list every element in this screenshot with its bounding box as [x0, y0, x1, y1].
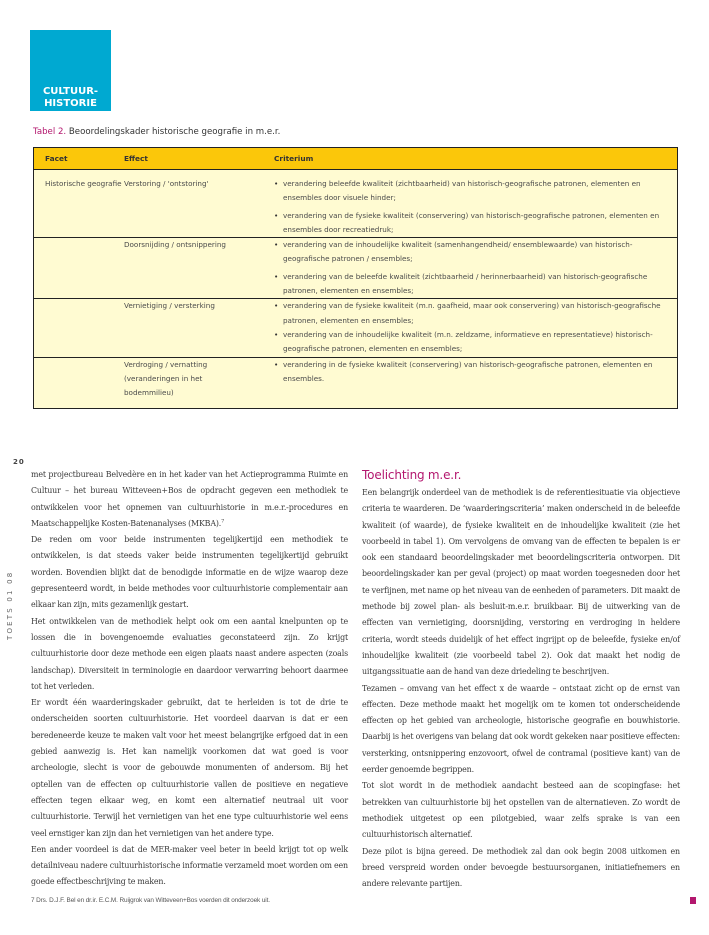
cell-effect: Verdroging / vernatting (veranderingen in het bodemmilieu)	[124, 357, 274, 409]
header-facet: Facet	[34, 148, 125, 170]
cell-criteria	[274, 170, 678, 238]
paragraph: Het ontwikkelen van de methodiek helpt ook om een aantal knelpunten op te lossen die in bovengenoemde evaluaties geconstateerd zijn. Zo krijgt cultuurhistorie door deze methode een eigen plaats naast andere aspecten (zoals landschap). Diversiteit in terminologie en daardoor verwarring behoort daarmee tot het verleden.	[31, 616, 348, 691]
cell-effect: Verstoring / 'ontstoring'	[124, 179, 209, 188]
paragraph: Tezamen – omvang van het effect x de waarde – ontstaat zicht op de ernst van effecten. Deze methode maakt het mogelijk om te komen tot onderscheidende effecten op het gebied van archeologie, historische geografie en bouwhistorie. Daarbij is het overigens van belang dat ook wordt gekeken naar positieve effecten: versterking, ontsnippering enzovoort, ofwel de contramal (positieve kant) van de eerder genoemde begrippen.	[362, 683, 680, 775]
cell-facet	[34, 299, 125, 357]
criterion-item: • verandering van de fysieke kwaliteit (conservering) van historisch-geografische patronen, elementen en ensembles door recreatiedruk;	[274, 209, 669, 238]
table-caption-number: Tabel 2.	[33, 127, 67, 137]
section-badge-line2: HISTORIE	[44, 98, 97, 109]
header-effect: Effect	[124, 148, 274, 170]
footnote-ref: 7	[221, 518, 225, 525]
page-number: 20	[13, 458, 25, 466]
criterion-item: • verandering van de inhoudelijke kwaliteit (samenhangendheid/ ensemblewaarde) van historisch-geografische patronen / ensembles;	[274, 238, 669, 267]
paragraph: Een belangrijk onderdeel van de methodiek is de referentiesituatie via objectieve criteria te waarderen. De ‘waarderingscriteria’ maken onderscheid in de beleefde kwaliteit (of waarde), de fysieke kwaliteit en de inhoudelijke kwaliteit (zie het voorbeeld in tabel 1). Om vervolgens de omvang van de effecten te bepalen is er ook een standaard beoordelingskader met beoordelingscriteria ontworpen. Dit beoordelingskader kan per geval (project) op maat worden toegesneden door het te verfijnen, met name op het niveau van de eenheden of parameters. Dit maakt de methode bij zowel plan- als besluit-m.e.r. bruikbaar. Bij de uitwerking van de effecten van vernietiging, doorsnijding, verstoring en verdroging in heldere criteria, wordt steeds duidelijk of het effect ingrijpt op de beleefde, fysieke en/of inhoudelijke kwaliteit (zie voorbeeld tabel 2). Ook dat maakt het nodig de uitgangssituatie aan de hand van deze driedeling te beschrijven.	[362, 488, 680, 677]
table-row	[34, 238, 678, 299]
section-heading: Toelichting m.e.r.	[362, 468, 462, 482]
paragraph: Tot slot wordt in de methodiek aandacht besteed aan de scopingfase: het betrekken van cultuurhistorie bij het opstellen van de alternatieven. Zo wordt de methodiek uitgetest op een pilotgebied, waar zelfs sprake is van een cultuurhistorisch alternatief.	[362, 781, 680, 840]
cell-criteria	[274, 238, 678, 299]
cell-facet: Historische geografie	[45, 179, 122, 188]
section-badge	[30, 30, 111, 111]
paragraph: Een ander voordeel is dat de MER-maker veel beter in beeld krijgt tot op welk detailniveau nadere cultuurhistorische informatie verzameld moet worden om een goede effectbeschrijving te maken.	[31, 844, 348, 887]
footnote: 7 Drs. D.J.F. Bel en dr.ir. E.C.M. Ruijgrok van Witteveen+Bos voerden dit onderzoek uit.	[31, 897, 270, 904]
cell-criteria	[274, 357, 678, 409]
cell-effect: Doorsnijding / ontsnippering	[124, 238, 274, 299]
criterion-item: • verandering van de beleefde kwaliteit (zichtbaarheid / herinnerbaarheid) van historisch-geografische patronen, elementen en ensembles;	[274, 270, 669, 299]
criterion-item: • verandering in de fysieke kwaliteit (conservering) van historisch-geografische patronen, elementen en ensembles.	[274, 358, 669, 387]
table-row	[34, 357, 678, 409]
paragraph: De reden om voor beide instrumenten tegelijkertijd een methodiek te ontwikkelen, is dat steeds vaker beide instrumenten tegelijkertijd gebruikt worden. Bovendien blijkt dat de benodigde informatie en de wijze waarop deze gepresenteerd wordt, in beide methodes voor cultuurhistorie complementair aan elkaar kan zijn, mits gezamenlijk gestart.	[31, 535, 348, 610]
left-column	[31, 467, 348, 891]
paragraph: Deze pilot is bijna gereed. De methodiek zal dan ook begin 2008 uitkomen en breed verspreid worden onder bevoegde bestuursorganen, initiatiefnemers en andere relevante partijen.	[362, 846, 680, 889]
header-criterium: Criterium	[274, 148, 678, 170]
cell-effect: Vernietiging / versterking	[124, 299, 274, 357]
paragraph-text: met projectbureau Belvedère en in het kader van het Actieprogramma Ruimte en Cultuur – het bureau Witteveen+Bos de opdracht gegeven een methodiek te ontwikkelen voor het opnemen van cultuurhistorie in m.e.r.-procedures en Maatschappelijke Kosten-Batenanalyses (MKBA).	[31, 470, 348, 528]
right-column	[362, 466, 680, 892]
paragraph: Er wordt één waarderingskader gebruikt, dat te herleiden is tot de drie te onderscheiden soorten cultuurhistorie. Het voordeel daarvan is dat er een beredeneerde keuze te maken valt voor het meest belangrijke erfgoed dat in een gebied aanwezig is. Het kan namelijk voorkomen dat wat goed is voor archeologie, slecht is voor de gebouwde monumenten of andersom. Bij het optellen van de effecten op cultuurhistorie vallen de positieve en negatieve effecten tegen elkaar weg, en komt een alternatief neutraal uit voor cultuurhistorie. Terwijl het vernietigen van het ene type cultuurhistorie wel eens veel ernstiger kan zijn dan het vernietigen van het andere type.	[31, 698, 348, 838]
table-row	[34, 299, 678, 357]
section-badge-line1: CULTUUR-	[42, 86, 99, 97]
table-caption-text: Beoordelingskader historische geografie in m.e.r.	[66, 127, 281, 137]
end-of-article-mark	[690, 897, 696, 904]
criterion-item: • verandering van de fysieke kwaliteit (m.n. gaafheid, maar ook conservering) van historisch-geografische patronen, elementen en ensembles;	[274, 299, 669, 328]
paragraph	[31, 467, 348, 532]
assessment-table	[33, 147, 678, 409]
criterion-item: • verandering beleefde kwaliteit (zichtbaarheid) van historisch-geografische patronen, elementen en ensembles door visuele hinder;	[274, 177, 669, 206]
cell-criteria	[274, 299, 678, 357]
table-caption	[33, 127, 280, 137]
cell-facet	[34, 357, 125, 409]
table-header-row	[34, 148, 678, 170]
criterion-item: • verandering van de inhoudelijke kwaliteit (m.n. zeldzame, informatieve en representatieve) historisch-geografische patronen, elementen en ensembles;	[274, 328, 669, 357]
running-title: TOETS 01 08	[6, 570, 14, 640]
cell-facet	[34, 238, 125, 299]
table-row	[34, 170, 678, 238]
